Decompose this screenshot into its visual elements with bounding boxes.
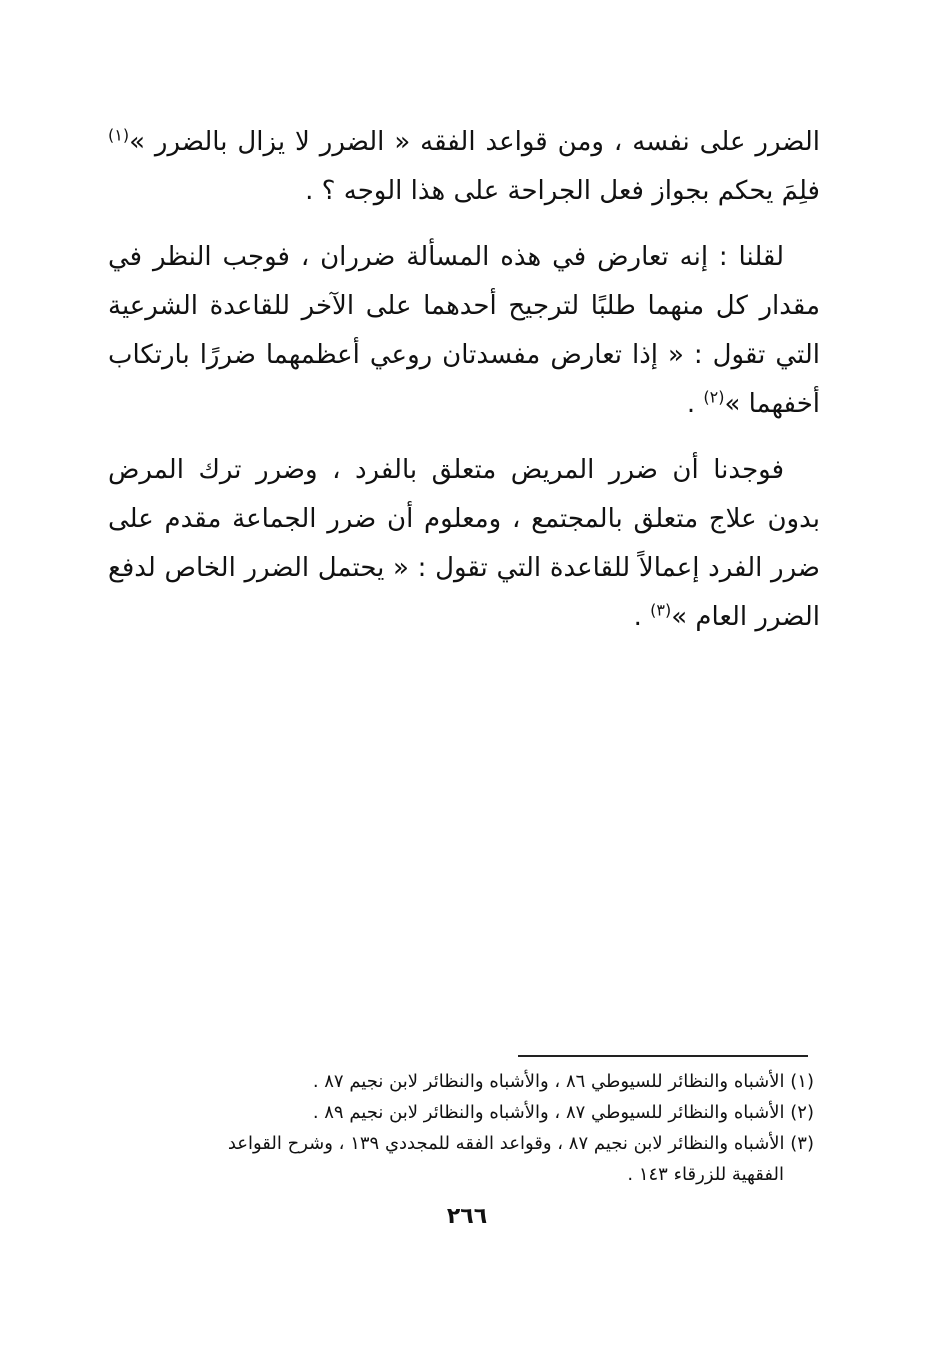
footnote-2-text: الأشباه والنظائر للسيوطي ٨٧ ، والأشباه والنظائر لابن نجيم ٨٩ . xyxy=(312,1102,791,1123)
footnote-3 xyxy=(108,1128,814,1159)
paragraph-3-text-a: فوجدنا أن ضرر المريض متعلق بالفرد ، وضرر ترك المرض بدون علاج متعلق بالمجتمع ، ومعلوم أن ضرر الجماعة مقدم على ضرر الفرد إعمالاً للقاعدة التي تقول : « يحتمل الضرر الخاص لدفع الضرر العام » xyxy=(108,455,820,632)
paragraph-2 xyxy=(108,233,820,429)
footnote-1-text: الأشباه والنظائر للسيوطي ٨٦ ، والأشباه والنظائر لابن نجيم ٨٧ . xyxy=(312,1071,791,1092)
footnote-3-text: الأشباه والنظائر لابن نجيم ٨٧ ، وقواعد الفقه للمجددي ١٣٩ ، وشرح القواعد xyxy=(227,1133,791,1154)
footnote-ref-1: (١) xyxy=(108,125,130,145)
footnote-ref-3: (٣) xyxy=(650,600,672,620)
paragraph-3 xyxy=(108,446,820,642)
paragraph-1-text-b: فلِمَ يحكم بجواز فعل الجراحة على هذا الوجه ؟ . xyxy=(305,176,820,206)
paragraph-1 xyxy=(108,118,820,216)
footnote-1-number: (١) xyxy=(790,1071,814,1092)
paragraph-2-text-b: . xyxy=(686,389,704,419)
page-number: ٢٦٦ xyxy=(446,1204,488,1229)
footnote-1 xyxy=(108,1066,814,1097)
footnotes xyxy=(108,1066,814,1190)
footnote-2 xyxy=(108,1097,814,1128)
footnote-3-number: (٣) xyxy=(790,1133,814,1154)
main-text xyxy=(108,118,820,659)
footnote-separator xyxy=(518,1055,808,1057)
paragraph-1-text-a: الضرر على نفسه ، ومن قواعد الفقه « الضرر لا يزال بالضرر » xyxy=(129,127,820,157)
paragraph-3-text-b: . xyxy=(633,602,651,632)
footnote-3-continuation: الفقهية للزرقاء ١٤٣ . xyxy=(627,1164,784,1185)
paragraph-2-text-a: لقلنا : إنه تعارض في هذه المسألة ضرران ، فوجب النظر في مقدار كل منهما طلبًا لترجيح أحدهما على الآخر للقاعدة الشرعية التي تقول : « إذا تعارض مفسدتان روعي أعظمهما ضررًا بارتكاب أخفهما » xyxy=(108,242,820,419)
footnote-ref-2: (٢) xyxy=(703,387,725,407)
footnote-2-number: (٢) xyxy=(790,1102,814,1123)
